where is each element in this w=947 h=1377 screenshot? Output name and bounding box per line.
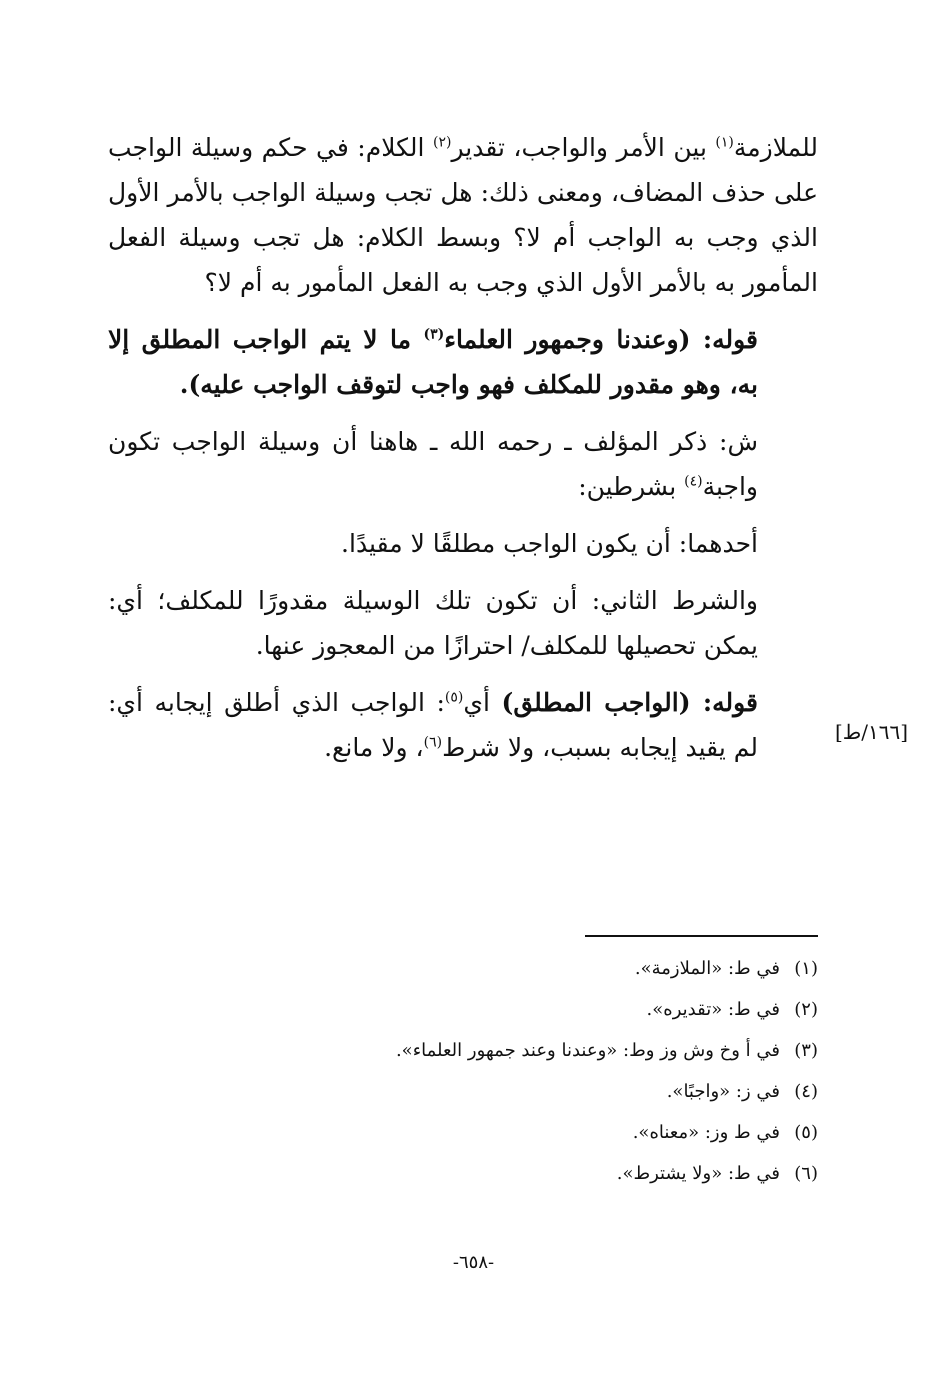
footnote-number: (٥) [794,1122,818,1143]
text-run: : الواجب الذي أطلق إيجابه أي: لم يقيد إيجابه بسبب، ولا شرط [108,688,758,762]
margin-page-marker: [١٦٦/ط] [835,720,909,744]
footnote-ref[interactable]: (٤) [684,473,703,490]
paragraph-6 [108,680,818,770]
footnote-item [300,1112,818,1153]
text-run: بشرطين: [578,472,685,501]
footnote-text: في ط: «ولا يشترط». [616,1163,780,1184]
footnote-ref[interactable]: (٥) [444,689,464,706]
footnote-number: (٤) [794,1081,818,1102]
footnote-text: في أ وخ وش وز وط: «وعندنا وعند جمهور العلماء». [395,1040,780,1061]
footnote-ref[interactable]: (٦) [423,734,443,751]
footnote-text: في ط: «الملازمة». [634,958,780,979]
text-run: ش: ذكر المؤلف ـ رحمه الله ـ هاهنا أن وسيلة الواجب تكون واجبة [108,427,758,501]
footnote-item [300,1030,818,1071]
footnote-item [300,989,818,1030]
footnotes [300,948,818,1194]
paragraph-2 [108,317,818,407]
footnote-ref[interactable]: (١) [715,134,734,151]
paragraph-3 [108,419,818,509]
footnote-number: (٢) [794,999,818,1020]
footnote-ref[interactable]: (٢) [433,134,452,151]
footnote-ref[interactable]: (٣) [423,326,445,343]
paragraph-5: والشرط الثاني: أن تكون تلك الوسيلة مقدورًا للمكلف؛ أي: يمكن تحصيلها للمكلف/ احترازًا من المعجوز عنها. [108,586,758,660]
footnote-item [300,1071,818,1112]
text-run: قوله: (الواجب المطلق) [501,688,758,717]
text-run: ما لا يتم الواجب المطلق إلا به، وهو مقدور للمكلف فهو واجب لتوقف الواجب عليه). [108,325,758,399]
footnote-separator [585,935,818,937]
footnote-number: (٦) [794,1163,818,1184]
text-run: قوله: (وعندنا وجمهور العلماء [444,325,758,354]
footnote-number: (٣) [794,1040,818,1061]
text-run: بين الأمر والواجب، تقدير [451,133,716,162]
paragraph-4: أحدهما: أن يكون الواجب مطلقًا لا مقيدًا. [341,529,758,558]
text-run: أي [463,688,502,717]
page-number: -٦٥٨- [452,1252,495,1273]
text-run: الكلام: في حكم وسيلة الواجب على حذف المضاف، ومعنى ذلك: هل تجب وسيلة الواجب بالأمر الأول الذي وجب به الواجب أم لا؟ وبسط الكلام: هل تجب وسيلة الفعل المأمور به بالأمر الأول الذي وجب به الفعل المأمور به أم لا؟ [108,133,818,297]
paragraph-1 [108,125,818,305]
footnote-number: (١) [794,958,818,979]
footnote-text: في ط: «تقديره». [646,999,780,1020]
footnote-item [300,1153,818,1194]
text-run: ، ولا مانع. [324,733,424,762]
footnote-item [300,948,818,989]
footnote-text: في ز: «واجبًا». [666,1081,780,1102]
text-run: للملازمة [733,133,819,162]
footnote-text: في ط وز: «معناه». [632,1122,780,1143]
main-text [108,125,818,770]
